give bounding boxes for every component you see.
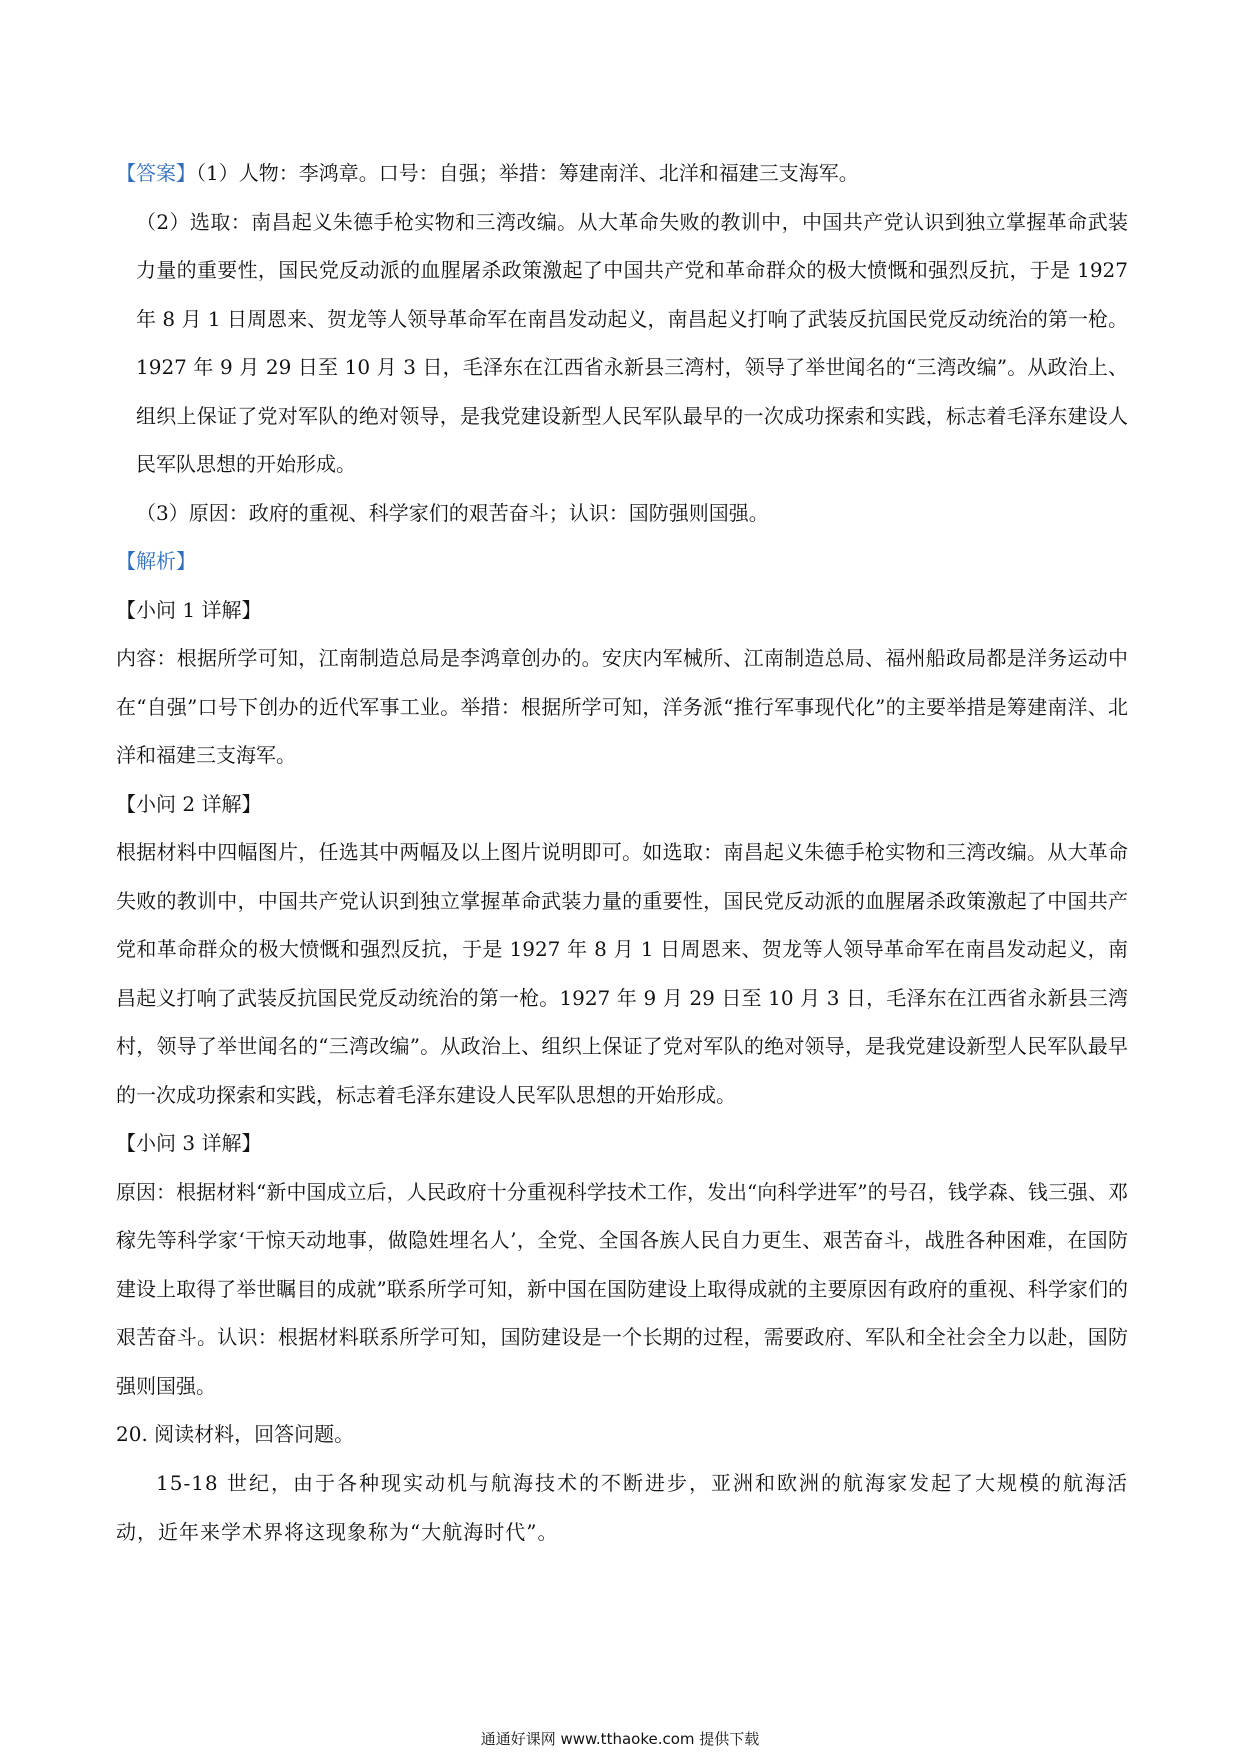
answer-part-1: （1）人物：李鸿章。口号：自强；举措：筹建南洋、北洋和福建三支海军。 xyxy=(196,161,859,185)
q3-explanation: 原因：根据材料“新中国成立后，人民政府十分重视科学技术工作，发出“向科学进军”的号召，钱学森、钱三强、邓稼先等科学家‘干惊天动地事，做隐姓埋名人’，全党、全国各族人民自力更生、艰苦奋斗，战胜各种困难，在国防建设上取得了举世瞩目的成就”联系所学可知，新中国在国防建设上取得成就的主要原因有政府的重视、科学家们的艰苦奋斗。认识：根据材料联系所学可知，国防建设是一个长期的过程，需要政府、军队和全社会全力以赴，国防强则国强。 xyxy=(116,1179,1128,1398)
question-20-title: 20. 阅读材料，回答问题。 xyxy=(116,1422,355,1446)
answer-line-1 xyxy=(116,149,1128,198)
q2-heading: 【小问 2 详解】 xyxy=(116,791,262,816)
q1-heading: 【小问 1 详解】 xyxy=(116,597,262,622)
q2-explanation: 根据材料中四幅图片，任选其中两幅及以上图片说明即可。如选取：南昌起义朱德手枪实物和三湾改编。从大革命失败的教训中，中国共产党认识到独立掌握革命武装力量的重要性，国民党反动派的血腥屠杀政策激起了中国共产党和革命群众的极大愤慨和强烈反抗，于是 1927 年 8 月 1 日周恩来、贺龙等人领导革命军在南昌发动起义，南昌起义打响了武装反抗国民党反动统治的第一枪。1927 年 9 月 29 日至 10 月 3 日，毛泽东在江西省永新县三湾村，领导了举世闻名的“三湾改编”。从政治上、组织上保证了党对军队的绝对领导，是我党建设新型人民军队最早的一次成功探索和实践，标志着毛泽东建设人民军队思想的开始形成。 xyxy=(116,840,1128,1107)
footer-watermark: 通通好课网 www.tthaoke.com 提供下载 xyxy=(480,1730,760,1748)
analysis-tag: 【解析】 xyxy=(116,549,196,573)
answer-part-3: （3）原因：政府的重视、科学家们的艰苦奋斗；认识：国防强则国强。 xyxy=(136,500,769,525)
question-20-material: 15-18 世纪，由于各种现实动机与航海技术的不断进步，亚洲和欧洲的航海家发起了大规模的航海活动，近年来学术界将这现象称为“大航海时代”。 xyxy=(116,1470,1128,1544)
answer-part-2: （2）选取：南昌起义朱德手枪实物和三湾改编。从大革命失败的教训中，中国共产党认识到独立掌握革命武装力量的重要性，国民党反动派的血腥屠杀政策激起了中国共产党和革命群众的极大愤慨和强烈反抗，于是 1927 年 8 月 1 日周恩来、贺龙等人领导革命军在南昌发动起义，南昌起义打响了武装反抗国民党反动统治的第一枪。1927 年 9 月 29 日至 10 月 3 日，毛泽东在江西省永新县三湾村，领导了举世闻名的“三湾改编”。从政治上、组织上保证了党对军队的绝对领导，是我党建设新型人民军队最早的一次成功探索和实践，标志着毛泽东建设人民军队思想的开始形成。 xyxy=(136,209,1128,476)
answer-tag: 【答案】 xyxy=(116,161,196,185)
q3-heading: 【小问 3 详解】 xyxy=(116,1131,262,1155)
page-content xyxy=(116,149,1128,1557)
q1-explanation: 内容：根据所学可知，江南制造总局是李鸿章创办的。安庆内军械所、江南制造总局、福州船政局都是洋务运动中在“自强”口号下创办的近代军事工业。举措：根据所学可知，洋务派“推行军事现代化”的主要举措是筹建南洋、北洋和福建三支海军。 xyxy=(116,646,1128,767)
